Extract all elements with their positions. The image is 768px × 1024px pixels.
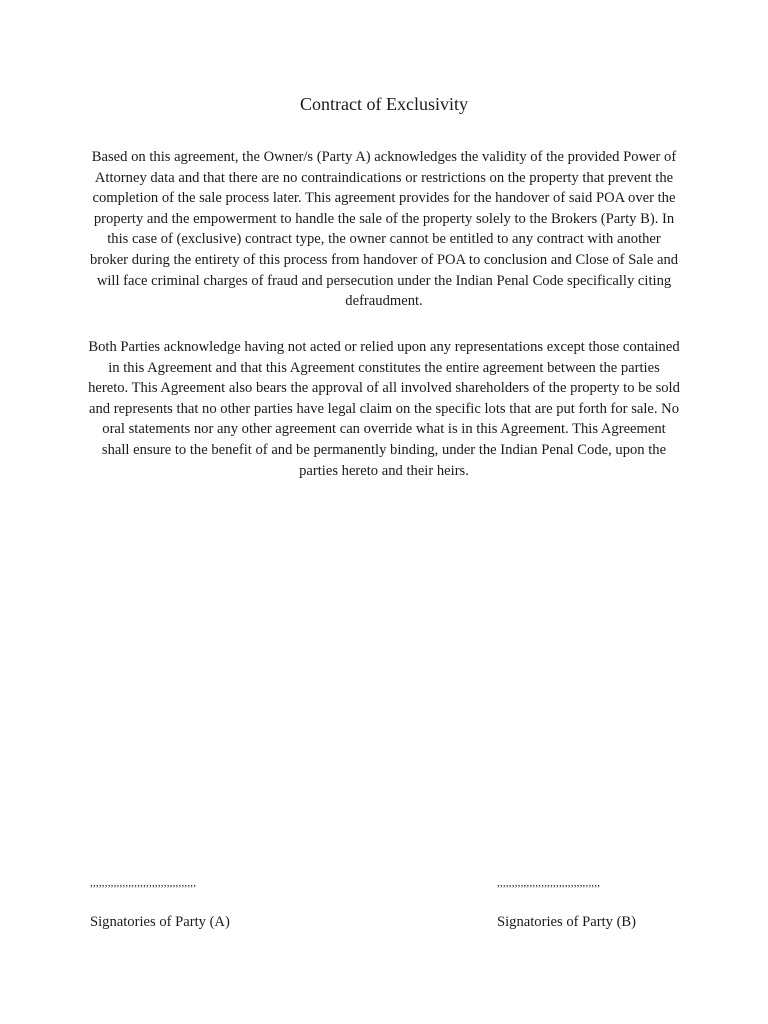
document-title: Contract of Exclusivity bbox=[300, 94, 468, 114]
paragraph-entire-agreement: Both Parties acknowledge having not acted or relied upon any representations except those contained in this Agreement and that this Agreement constitutes the entire agreement between the parties hereto. This Agreement also bears the approval of all involved shareholders of the property to be sold and represents that no other parties have legal claim on the specific lots that are put forth for sale. No oral statements nor any other agreement can override what is in this Agreement. This Agreement shall ensure to the benefit of and be permanently binding, under the Indian Penal Code, upon the parties hereto and their heirs. bbox=[88, 339, 680, 479]
signature-label-party-a: Signatories of Party (A) bbox=[90, 914, 230, 930]
signature-label-party-b: Signatories of Party (B) bbox=[497, 914, 637, 930]
signature-line-party-b: ,,,,,,,,,,,,,,,,,,,,,,,,,,,,,,,,,,, bbox=[497, 877, 601, 889]
paragraph-exclusivity-terms: Based on this agreement, the Owner/s (Party A) acknowledges the validity of the provided Power of Attorney data and that there are no contraindications or restrictions on the property that prevent the completion of the sale process later. This agreement provides for the handover of said POA over the property and the empowerment to handle the sale of the property solely to the Brokers (Party B). In this case of (exclusive) contract type, the owner cannot be entitled to any contract with another broker during the entirety of this process from handover of POA to conclusion and Close of Sale and will face criminal charges of fraud and persecution under the Indian Penal Code specifically citing defraudment. bbox=[89, 149, 679, 310]
signature-line-party-a: ,,,,,,,,,,,,,,,,,,,,,,,,,,,,,,,,,,,, bbox=[90, 877, 197, 889]
